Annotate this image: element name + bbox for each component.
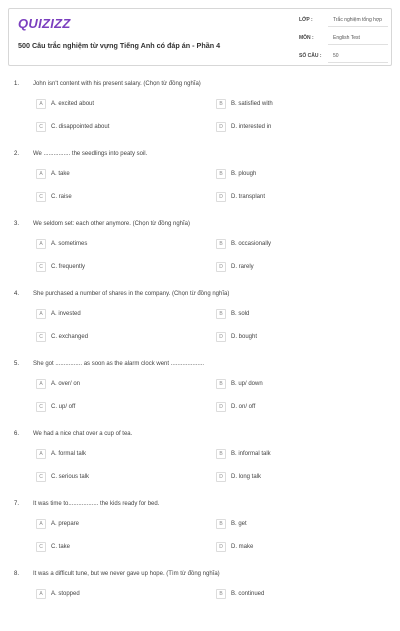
question-number: 8. [14, 571, 20, 577]
option-letter-box: B [216, 449, 226, 459]
option-letter-box: A [36, 99, 46, 109]
option-text: A. stopped [51, 590, 80, 597]
meta-underline [328, 26, 388, 27]
option-letter-box: D [216, 472, 226, 482]
option-text: B. up/ down [231, 380, 263, 387]
question-text: She got ................ as soon as the alarm clock went .................... [33, 361, 205, 367]
meta-row-subject [292, 29, 388, 47]
question-number: 7. [14, 501, 20, 507]
option-letter-box: A [36, 169, 46, 179]
question-item [0, 361, 400, 421]
option-letter-box: C [36, 192, 46, 202]
question-text: We seldom set: each other anymore. (Chọn từ đồng nghĩa) [33, 221, 190, 227]
option-text: D. make [231, 543, 254, 550]
meta-value: Trắc nghiệm tổng hợp [333, 16, 382, 23]
quizizz-logo: QUIZIZZ [18, 16, 71, 31]
question-text: It was time to.................. the kids ready for bed. [33, 501, 160, 507]
option-letter-box: A [36, 239, 46, 249]
question-number: 5. [14, 361, 20, 367]
option-letter-box: B [216, 169, 226, 179]
question-number: 3. [14, 221, 20, 227]
option-letter-box: D [216, 262, 226, 272]
option-letter-box: A [36, 519, 46, 529]
option-letter-box: B [216, 239, 226, 249]
question-item [0, 221, 400, 281]
option-text: D. bought [231, 333, 258, 340]
option-letter-box: D [216, 542, 226, 552]
option-text: A. formal talk [51, 450, 87, 457]
option-text: A. over/ on [51, 380, 81, 387]
option-text: B. continued [231, 590, 265, 597]
question-text: We had a nice chat over a cup of tea. [33, 431, 133, 437]
option-text: C. up/ off [51, 403, 76, 410]
option-text: A. sometimes [51, 240, 88, 247]
option-letter-box: B [216, 519, 226, 529]
question-text: John isn't content with his present salary. (Chọn từ đồng nghĩa) [33, 81, 201, 87]
meta-label: MÔN : [299, 35, 314, 41]
question-number: 6. [14, 431, 20, 437]
option-text: D. transplant [231, 193, 266, 200]
option-text: B. satisfied with [231, 100, 273, 107]
question-item [0, 571, 400, 631]
option-letter-box: B [216, 99, 226, 109]
option-text: C. serious talk [51, 473, 90, 480]
option-letter-box: A [36, 309, 46, 319]
question-number: 2. [14, 151, 20, 157]
option-text: B. get [231, 520, 247, 527]
option-letter-box: B [216, 379, 226, 389]
option-letter-box: B [216, 309, 226, 319]
option-text: A. invested [51, 310, 81, 317]
page-title: 500 Câu trắc nghiệm từ vựng Tiếng Anh có đáp án - Phần 4 [18, 41, 221, 50]
question-item [0, 291, 400, 351]
option-text: D. on/ off [231, 403, 256, 410]
option-letter-box: D [216, 402, 226, 412]
option-letter-box: C [36, 122, 46, 132]
option-text: D. interested in [231, 123, 272, 130]
option-letter-box: D [216, 192, 226, 202]
option-letter-box: D [216, 122, 226, 132]
option-letter-box: B [216, 589, 226, 599]
option-letter-box: A [36, 379, 46, 389]
meta-value: English Test [333, 34, 360, 41]
question-item [0, 151, 400, 211]
option-text: B. informal talk [231, 450, 271, 457]
worksheet-header [8, 8, 392, 66]
option-letter-box: C [36, 332, 46, 342]
meta-row-class [292, 11, 388, 29]
question-text: We ................ the seedlings into peaty soil. [33, 151, 148, 157]
option-letter-box: D [216, 332, 226, 342]
question-number: 1. [14, 81, 20, 87]
option-letter-box: C [36, 542, 46, 552]
option-text: B. plough [231, 170, 257, 177]
option-text: C. exchanged [51, 333, 89, 340]
option-text: C. frequently [51, 263, 86, 270]
option-text: A. prepare [51, 520, 80, 527]
question-text: She purchased a number of shares in the company. (Chọn từ đồng nghĩa) [33, 291, 230, 297]
option-letter-box: C [36, 262, 46, 272]
option-text: A. take [51, 170, 70, 177]
option-text: C. take [51, 543, 71, 550]
option-text: B. sold [231, 310, 250, 317]
option-text: A. excited about [51, 100, 95, 107]
option-text: D. long talk [231, 473, 262, 480]
meta-underline [328, 62, 388, 63]
meta-panel [292, 9, 391, 65]
option-text: B. occasionally [231, 240, 272, 247]
question-text: It was a difficult tune, but we never gave up hope. (Tìm từ đồng nghĩa) [33, 571, 220, 577]
meta-label: LỚP : [299, 17, 313, 23]
question-number: 4. [14, 291, 20, 297]
option-text: D. rarely [231, 263, 254, 270]
meta-value: 50 [333, 52, 339, 59]
meta-row-count [292, 47, 388, 65]
option-letter-box: C [36, 472, 46, 482]
option-letter-box: C [36, 402, 46, 412]
option-text: C. disappointed about [51, 123, 110, 130]
question-item [0, 501, 400, 561]
meta-label: SỐ CÂU : [299, 53, 322, 59]
option-letter-box: A [36, 589, 46, 599]
option-text: C. raise [51, 193, 72, 200]
option-letter-box: A [36, 449, 46, 459]
question-item [0, 81, 400, 141]
meta-underline [328, 44, 388, 45]
question-item [0, 431, 400, 491]
